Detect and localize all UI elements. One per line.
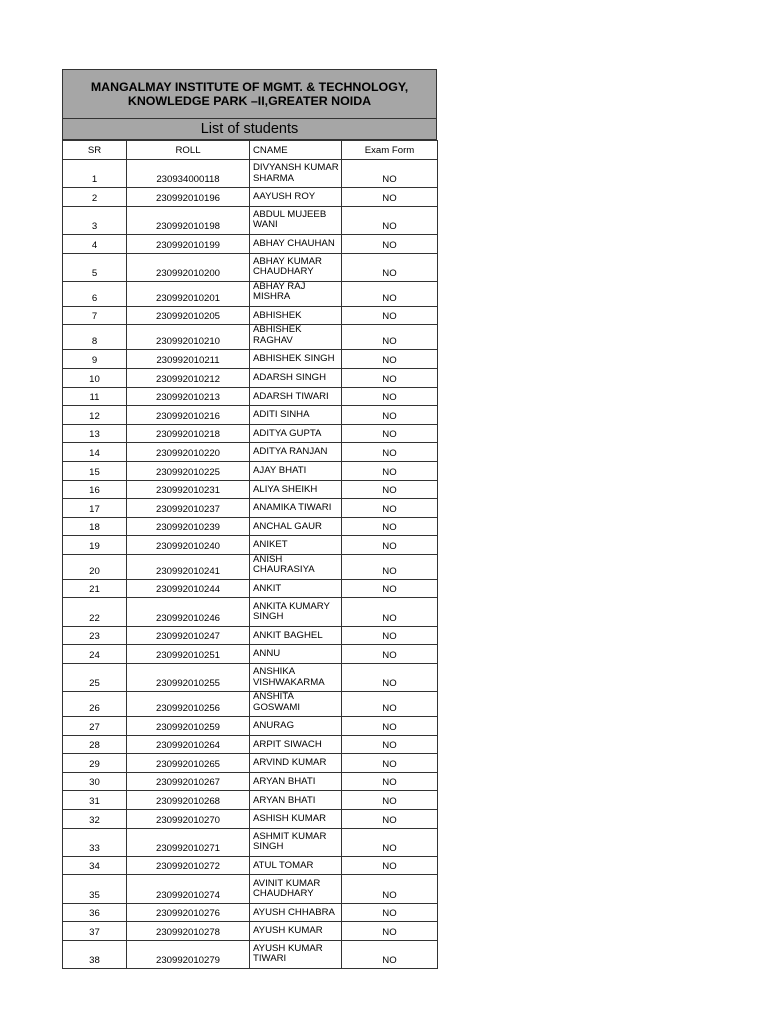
cell-exam-form: NO xyxy=(342,234,438,253)
cell-cname: ANURAG xyxy=(250,717,342,736)
cell-exam-form: NO xyxy=(342,922,438,941)
cell-exam-form: NO xyxy=(342,536,438,555)
cell-cname: AJAY BHATI xyxy=(250,461,342,480)
cell-exam-form: NO xyxy=(342,554,438,579)
table-row xyxy=(63,517,438,536)
cell-exam-form: NO xyxy=(342,856,438,875)
cell-roll: 230992010276 xyxy=(127,903,250,922)
table-row xyxy=(63,368,438,387)
cell-cname: ABDUL MUJEEB WANI xyxy=(250,206,342,234)
cell-roll: 230992010251 xyxy=(127,645,250,664)
cell-sr: 38 xyxy=(63,940,127,968)
cell-cname: ASHMIT KUMAR SINGH xyxy=(250,828,342,856)
table-row xyxy=(63,717,438,736)
students-table xyxy=(62,140,438,969)
cell-cname: ANKIT BAGHEL xyxy=(250,626,342,645)
cell-cname: ARYAN BHATI xyxy=(250,772,342,791)
cell-roll: 230992010265 xyxy=(127,754,250,773)
cell-roll: 230992010239 xyxy=(127,517,250,536)
cell-roll: 230992010241 xyxy=(127,554,250,579)
cell-exam-form: NO xyxy=(342,791,438,810)
table-row xyxy=(63,350,438,369)
cell-sr: 36 xyxy=(63,903,127,922)
cell-exam-form: NO xyxy=(342,645,438,664)
cell-roll: 230992010199 xyxy=(127,234,250,253)
table-body xyxy=(63,160,438,969)
cell-roll: 230992010212 xyxy=(127,368,250,387)
cell-sr: 4 xyxy=(63,234,127,253)
table-row xyxy=(63,922,438,941)
cell-exam-form: NO xyxy=(342,368,438,387)
cell-exam-form: NO xyxy=(342,828,438,856)
cell-roll: 230992010270 xyxy=(127,810,250,829)
table-row xyxy=(63,554,438,579)
cell-roll: 230992010271 xyxy=(127,828,250,856)
cell-roll: 230992010264 xyxy=(127,735,250,754)
cell-sr: 15 xyxy=(63,461,127,480)
cell-roll: 230934000118 xyxy=(127,160,250,188)
cell-sr: 27 xyxy=(63,717,127,736)
cell-exam-form: NO xyxy=(342,206,438,234)
table-row xyxy=(63,536,438,555)
student-list-sheet xyxy=(62,69,437,969)
cell-roll: 230992010259 xyxy=(127,717,250,736)
cell-cname: ANSHITA GOSWAMI xyxy=(250,692,342,717)
cell-exam-form: NO xyxy=(342,480,438,499)
table-row xyxy=(63,306,438,325)
table-row xyxy=(63,810,438,829)
cell-roll: 230992010255 xyxy=(127,663,250,691)
cell-exam-form: NO xyxy=(342,443,438,462)
cell-exam-form: NO xyxy=(342,325,438,350)
cell-sr: 11 xyxy=(63,387,127,406)
cell-sr: 30 xyxy=(63,772,127,791)
cell-cname: ADITI SINHA xyxy=(250,406,342,425)
cell-cname: ABHAY RAJ MISHRA xyxy=(250,281,342,306)
header-banner xyxy=(62,69,437,140)
cell-sr: 3 xyxy=(63,206,127,234)
cell-sr: 6 xyxy=(63,281,127,306)
cell-roll: 230992010196 xyxy=(127,188,250,207)
cell-roll: 230992010210 xyxy=(127,325,250,350)
cell-roll: 230992010246 xyxy=(127,598,250,626)
table-row xyxy=(63,387,438,406)
table-row xyxy=(63,875,438,903)
table-row xyxy=(63,325,438,350)
table-row xyxy=(63,424,438,443)
cell-sr: 17 xyxy=(63,499,127,518)
cell-exam-form: NO xyxy=(342,188,438,207)
cell-cname: ANSHIKA VISHWAKARMA xyxy=(250,663,342,691)
cell-cname: AVINIT KUMAR CHAUDHARY xyxy=(250,875,342,903)
table-row xyxy=(63,663,438,691)
list-title: List of students xyxy=(63,118,436,139)
cell-cname: AYUSH CHHABRA xyxy=(250,903,342,922)
table-row xyxy=(63,480,438,499)
table-row xyxy=(63,499,438,518)
cell-sr: 13 xyxy=(63,424,127,443)
cell-roll: 230992010247 xyxy=(127,626,250,645)
cell-cname: AYUSH KUMAR TIWARI xyxy=(250,940,342,968)
cell-cname: ANNU xyxy=(250,645,342,664)
cell-roll: 230992010216 xyxy=(127,406,250,425)
cell-sr: 23 xyxy=(63,626,127,645)
table-row xyxy=(63,791,438,810)
cell-cname: ANIKET xyxy=(250,536,342,555)
cell-sr: 25 xyxy=(63,663,127,691)
table-row xyxy=(63,160,438,188)
table-row xyxy=(63,598,438,626)
cell-roll: 230992010237 xyxy=(127,499,250,518)
cell-exam-form: NO xyxy=(342,517,438,536)
cell-roll: 230992010198 xyxy=(127,206,250,234)
cell-sr: 37 xyxy=(63,922,127,941)
table-row xyxy=(63,903,438,922)
cell-cname: AYUSH KUMAR xyxy=(250,922,342,941)
table-row xyxy=(63,645,438,664)
cell-cname: ABHISHEK RAGHAV xyxy=(250,325,342,350)
cell-exam-form: NO xyxy=(342,692,438,717)
table-row xyxy=(63,443,438,462)
institute-name xyxy=(63,70,436,118)
cell-exam-form: NO xyxy=(342,903,438,922)
cell-cname: ANKITA KUMARY SINGH xyxy=(250,598,342,626)
cell-sr: 19 xyxy=(63,536,127,555)
table-header-row xyxy=(63,141,438,160)
table-row xyxy=(63,828,438,856)
cell-sr: 22 xyxy=(63,598,127,626)
cell-cname: AAYUSH ROY xyxy=(250,188,342,207)
cell-exam-form: NO xyxy=(342,499,438,518)
cell-sr: 16 xyxy=(63,480,127,499)
column-header-exam-form: Exam Form xyxy=(342,141,438,160)
cell-sr: 32 xyxy=(63,810,127,829)
cell-cname: ABHISHEK SINGH xyxy=(250,350,342,369)
cell-sr: 34 xyxy=(63,856,127,875)
table-row xyxy=(63,281,438,306)
cell-sr: 33 xyxy=(63,828,127,856)
cell-cname: ATUL TOMAR xyxy=(250,856,342,875)
cell-roll: 230992010240 xyxy=(127,536,250,555)
table-row xyxy=(63,406,438,425)
cell-exam-form: NO xyxy=(342,461,438,480)
cell-sr: 35 xyxy=(63,875,127,903)
table-row xyxy=(63,461,438,480)
column-header-roll: ROLL xyxy=(127,141,250,160)
cell-sr: 26 xyxy=(63,692,127,717)
cell-cname: ANISH CHAURASIYA xyxy=(250,554,342,579)
cell-exam-form: NO xyxy=(342,579,438,598)
cell-sr: 31 xyxy=(63,791,127,810)
cell-cname: ANCHAL GAUR xyxy=(250,517,342,536)
cell-cname: ARYAN BHATI xyxy=(250,791,342,810)
table-row xyxy=(63,579,438,598)
cell-roll: 230992010218 xyxy=(127,424,250,443)
cell-roll: 230992010268 xyxy=(127,791,250,810)
cell-cname: ADITYA GUPTA xyxy=(250,424,342,443)
table-row xyxy=(63,940,438,968)
cell-sr: 18 xyxy=(63,517,127,536)
cell-exam-form: NO xyxy=(342,598,438,626)
cell-roll: 230992010213 xyxy=(127,387,250,406)
cell-roll: 230992010205 xyxy=(127,306,250,325)
cell-sr: 12 xyxy=(63,406,127,425)
cell-exam-form: NO xyxy=(342,281,438,306)
cell-sr: 7 xyxy=(63,306,127,325)
cell-sr: 14 xyxy=(63,443,127,462)
cell-exam-form: NO xyxy=(342,772,438,791)
cell-cname: ABHAY KUMAR CHAUDHARY xyxy=(250,253,342,281)
table-row xyxy=(63,626,438,645)
table-row xyxy=(63,206,438,234)
cell-roll: 230992010256 xyxy=(127,692,250,717)
cell-exam-form: NO xyxy=(342,424,438,443)
cell-sr: 24 xyxy=(63,645,127,664)
cell-exam-form: NO xyxy=(342,306,438,325)
cell-exam-form: NO xyxy=(342,940,438,968)
cell-cname: ARVIND KUMAR xyxy=(250,754,342,773)
table-row xyxy=(63,692,438,717)
cell-cname: ABHAY CHAUHAN xyxy=(250,234,342,253)
table-row xyxy=(63,188,438,207)
cell-cname: ALIYA SHEIKH xyxy=(250,480,342,499)
cell-roll: 230992010274 xyxy=(127,875,250,903)
cell-cname: DIVYANSH KUMAR SHARMA xyxy=(250,160,342,188)
cell-cname: ADARSH TIWARI xyxy=(250,387,342,406)
cell-cname: ANAMIKA TIWARI xyxy=(250,499,342,518)
cell-cname: ARPIT SIWACH xyxy=(250,735,342,754)
cell-sr: 9 xyxy=(63,350,127,369)
table-row xyxy=(63,754,438,773)
table-row xyxy=(63,856,438,875)
cell-roll: 230992010201 xyxy=(127,281,250,306)
cell-roll: 230992010231 xyxy=(127,480,250,499)
cell-exam-form: NO xyxy=(342,160,438,188)
cell-exam-form: NO xyxy=(342,810,438,829)
cell-cname: ASHISH KUMAR xyxy=(250,810,342,829)
institute-name-line1: MANGALMAY INSTITUTE OF MGMT. & TECHNOLOGY, xyxy=(90,80,409,94)
cell-exam-form: NO xyxy=(342,387,438,406)
cell-sr: 1 xyxy=(63,160,127,188)
cell-cname: ABHISHEK xyxy=(250,306,342,325)
cell-cname: ADARSH SINGH xyxy=(250,368,342,387)
column-header-sr: SR xyxy=(63,141,127,160)
cell-sr: 28 xyxy=(63,735,127,754)
column-header-cname: CNAME xyxy=(250,141,342,160)
cell-exam-form: NO xyxy=(342,875,438,903)
cell-exam-form: NO xyxy=(342,663,438,691)
cell-roll: 230992010244 xyxy=(127,579,250,598)
cell-exam-form: NO xyxy=(342,253,438,281)
table-row xyxy=(63,772,438,791)
cell-roll: 230992010225 xyxy=(127,461,250,480)
cell-exam-form: NO xyxy=(342,717,438,736)
cell-exam-form: NO xyxy=(342,754,438,773)
cell-roll: 230992010211 xyxy=(127,350,250,369)
institute-name-line2: KNOWLEDGE PARK –II,GREATER NOIDA xyxy=(127,94,372,108)
table-row xyxy=(63,253,438,281)
cell-sr: 10 xyxy=(63,368,127,387)
cell-cname: ANKIT xyxy=(250,579,342,598)
table-row xyxy=(63,735,438,754)
cell-roll: 230992010220 xyxy=(127,443,250,462)
cell-sr: 21 xyxy=(63,579,127,598)
cell-roll: 230992010278 xyxy=(127,922,250,941)
cell-sr: 2 xyxy=(63,188,127,207)
cell-cname: ADITYA RANJAN xyxy=(250,443,342,462)
cell-exam-form: NO xyxy=(342,626,438,645)
table-row xyxy=(63,234,438,253)
cell-exam-form: NO xyxy=(342,350,438,369)
cell-sr: 5 xyxy=(63,253,127,281)
cell-roll: 230992010272 xyxy=(127,856,250,875)
cell-roll: 230992010200 xyxy=(127,253,250,281)
cell-sr: 20 xyxy=(63,554,127,579)
cell-exam-form: NO xyxy=(342,735,438,754)
cell-roll: 230992010279 xyxy=(127,940,250,968)
cell-roll: 230992010267 xyxy=(127,772,250,791)
cell-exam-form: NO xyxy=(342,406,438,425)
cell-sr: 8 xyxy=(63,325,127,350)
cell-sr: 29 xyxy=(63,754,127,773)
